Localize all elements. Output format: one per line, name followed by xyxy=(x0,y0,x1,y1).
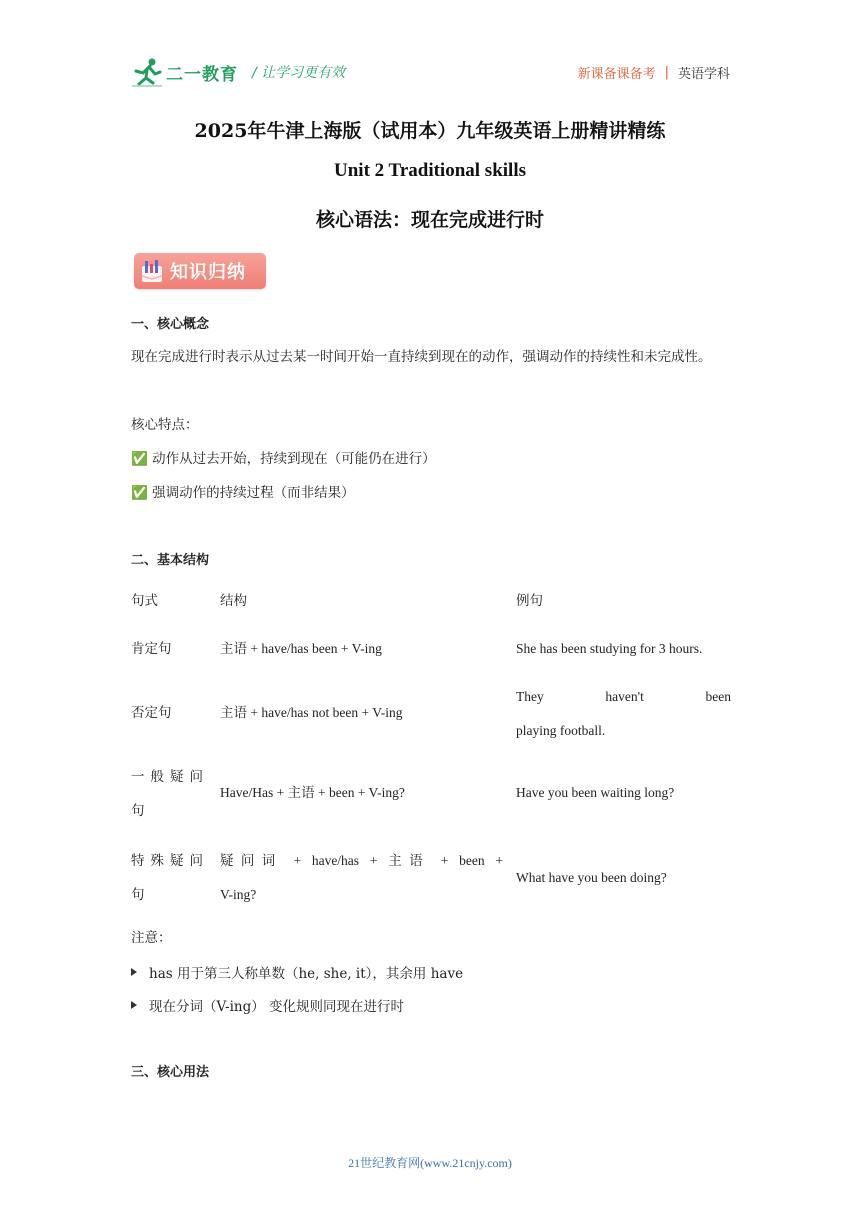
note-item xyxy=(131,995,404,1015)
book-chart-icon xyxy=(140,258,164,284)
section-heading-concept: 一、核心概念 xyxy=(131,317,210,332)
sentence-type: 特殊疑问 xyxy=(131,853,203,869)
feature-item: ✅ 动作从过去开始，持续到现在（可能仍在进行） xyxy=(131,451,436,467)
example-sentence: She has been studying for 3 hours. xyxy=(516,641,703,656)
sentence-type-cont: 句 xyxy=(131,803,145,819)
sentence-type: 否定句 xyxy=(131,705,172,721)
page-footer: 21世纪教育网(www.21cnjy.com) xyxy=(348,1156,512,1170)
example-sentence: What have you been doing? xyxy=(516,870,667,885)
sentence-type: 一般疑问 xyxy=(131,769,203,785)
table-row xyxy=(131,632,731,682)
note-label: 注意： xyxy=(131,930,172,946)
sentence-type: 肯定句 xyxy=(131,641,172,657)
structure-formula-cont: V-ing? xyxy=(220,887,257,902)
example-sentence: Have you been waiting long? xyxy=(516,785,675,800)
structure-table xyxy=(131,582,731,916)
document-title: 2025年牛津上海版（试用本）九年级英语上册精讲精练 xyxy=(194,120,666,142)
unit-title: Unit 2 Traditional skills xyxy=(334,160,526,181)
table-header: 结构 xyxy=(220,593,247,609)
badge-label: 知识归纳 xyxy=(170,262,246,283)
page-header xyxy=(130,56,730,90)
section-heading-usage: 三、核心用法 xyxy=(131,1065,210,1080)
sentence-type-cont: 句 xyxy=(131,887,145,903)
bullet-triangle-icon xyxy=(131,1001,137,1009)
table-row xyxy=(131,682,731,762)
note-text: 现在分词（V-ing） 变化规则同现在进行时 xyxy=(149,999,405,1015)
structure-formula: 主语 + have/has been + V-ing xyxy=(220,641,382,656)
concept-paragraph: 现在完成进行时表示从过去某一时间开始一直持续到现在的动作，强调动作的持续性和未完成性。 xyxy=(131,349,712,365)
note-item xyxy=(131,962,463,982)
example-sentence-cont: playing football. xyxy=(516,723,606,738)
table-header: 句式 xyxy=(131,593,158,609)
feature-item: ✅ 强调动作的持续过程（而非结果） xyxy=(131,485,355,501)
brand-logo xyxy=(130,56,238,88)
example-sentence: They haven't been xyxy=(516,689,731,704)
section-heading-structure: 二、基本结构 xyxy=(131,553,210,568)
structure-formula: 主语 + have/has not been + V-ing xyxy=(220,705,403,720)
grammar-title: 核心语法：现在完成进行时 xyxy=(315,209,544,231)
table-header-row xyxy=(131,582,731,622)
header-subject xyxy=(578,63,730,82)
header-separator: | xyxy=(664,65,669,80)
note-text: has 用于第三人称单数（he, she, it），其余用 have xyxy=(149,966,464,982)
knowledge-summary-badge xyxy=(134,253,266,289)
structure-formula: 疑问词 + have/has + 主语 + been + xyxy=(220,853,503,868)
header-course-label: 新课备课备考 xyxy=(577,67,656,82)
runner-logo-icon xyxy=(130,56,164,88)
bullet-triangle-icon xyxy=(131,968,137,976)
header-slogan: / 让学习更有效 xyxy=(252,65,346,81)
header-subject-label: 英语学科 xyxy=(677,67,730,82)
structure-formula: Have/Has + 主语 + been + V-ing? xyxy=(220,785,405,800)
features-label: 核心特点： xyxy=(131,417,199,433)
table-row xyxy=(131,846,731,926)
table-header: 例句 xyxy=(516,593,543,609)
table-row xyxy=(131,762,731,846)
logo-text: 二一教育 xyxy=(166,64,238,85)
